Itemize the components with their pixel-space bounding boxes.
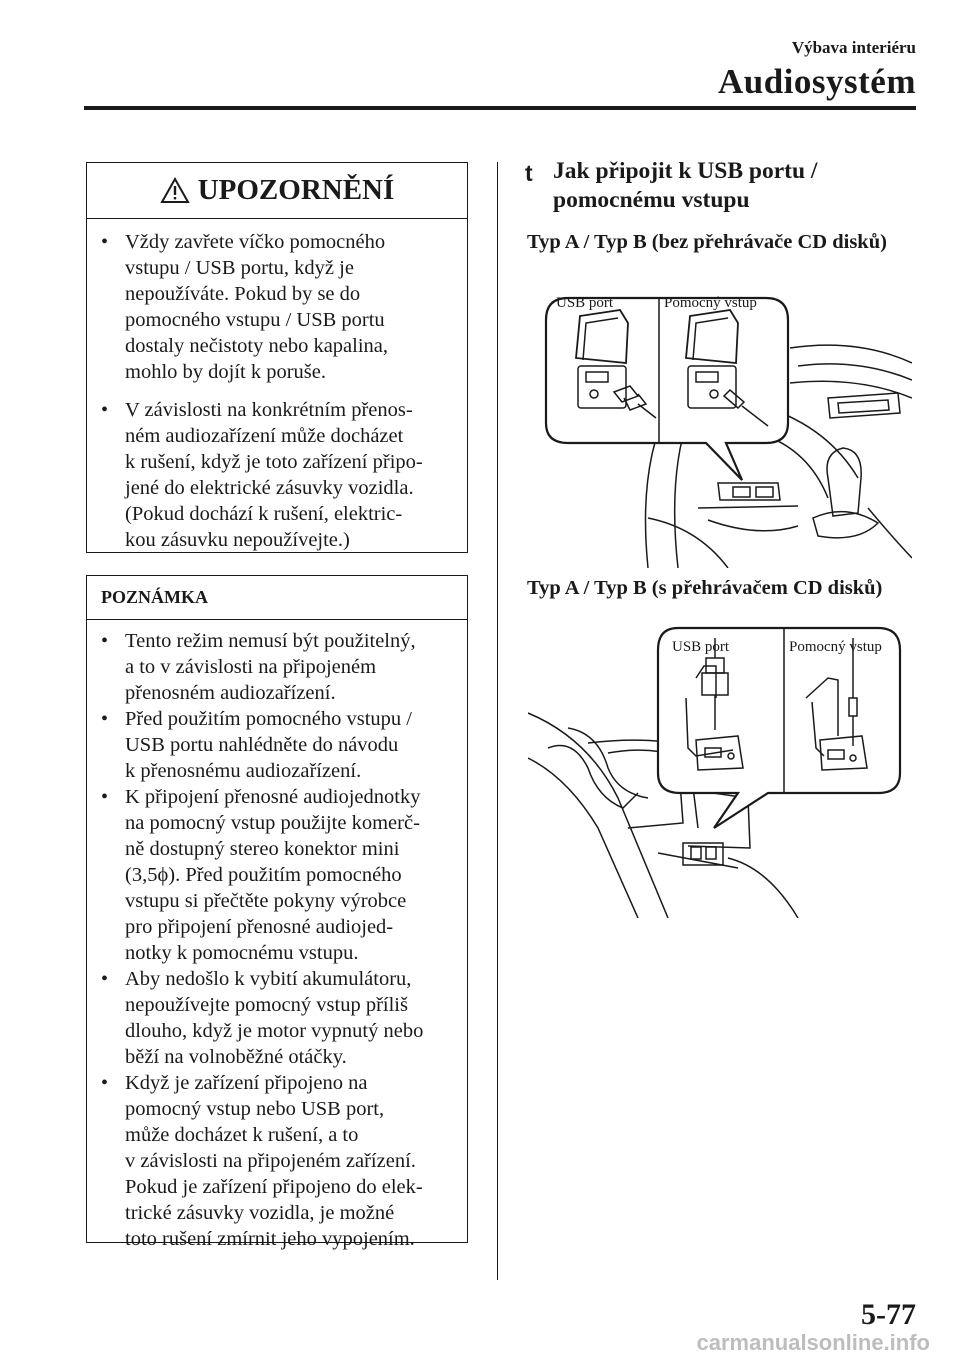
- bullet-icon: •: [101, 630, 109, 652]
- bullet-icon: •: [101, 708, 109, 730]
- note-item: • K připojení přenosné audiojednotky na pomocný vstup použijte komerč- ně dostupný stereo konektor mini (3,5ϕ). Před použitím pomocného vstupu si přečtěte pokyny výrobce pro připojení přenosné audiojed- notky k pomocnému vstupu.: [101, 786, 421, 964]
- aux-input-callout: Pomocný vstup: [789, 639, 882, 655]
- figure-2-label: Typ A / Typ B (s přehrávačem CD disků): [527, 577, 883, 599]
- bullet-icon: •: [101, 231, 109, 253]
- page-number: 5-77: [861, 1298, 916, 1331]
- note-title: POZNÁMKA: [101, 587, 208, 607]
- running-header-title: Audiosystém: [717, 62, 916, 101]
- note-item: • Tento režim nemusí být použitelný, a to v závislosti na připojeném přenosném audiozařízení.: [101, 630, 416, 704]
- note-list: [87, 620, 467, 1252]
- note-item: • Když je zařízení připojeno na pomocný vstup nebo USB port, může docházet k rušení, a to v závislosti na připojeném zařízení. Pokud je zařízení připojeno do elek- trické zásuvky vozidla, je možné toto rušení zmírnit jeho vypojením.: [101, 1072, 423, 1250]
- caution-item: • V závislosti na konkrétním přenos- ném audiozařízení může docházet k rušení, když je toto zařízení připo- jené do elektrické zásuvky vozidla. (Pokud dochází k rušení, elektric- kou zásuvku nepoužívejte.): [101, 399, 423, 551]
- caution-box: [86, 162, 468, 553]
- header-rule: [84, 106, 916, 110]
- running-header-section: Výbava interiéru: [791, 38, 916, 57]
- caution-list: [87, 219, 467, 553]
- note-item: • Před použitím pomocného vstupu / USB portu nahlédněte do návodu k přenosnému audiozařízení.: [101, 708, 412, 782]
- column-divider: [497, 162, 498, 1280]
- usb-port-callout: USB port: [556, 295, 614, 311]
- note-header: [87, 576, 467, 620]
- figure-2-illustration: [528, 618, 912, 918]
- bullet-icon: •: [101, 786, 109, 808]
- usb-port-callout: USB port: [672, 639, 730, 655]
- caution-title: UPOZORNĚNÍ: [197, 174, 395, 206]
- bullet-icon: •: [101, 399, 109, 421]
- figure-1-illustration: [528, 268, 912, 568]
- figure-1-label: Typ A / Typ B (bez přehrávače CD disků): [527, 231, 887, 253]
- bullet-icon: •: [101, 1072, 109, 1094]
- section-title: Jak připojit k USB portu / pomocnému vstupu: [553, 158, 818, 213]
- caution-item: • Vždy zavřete víčko pomocného vstupu / USB portu, když je nepoužíváte. Pokud by se do pomocného vstupu / USB portu dostaly nečistoty nebo kapalina, mohlo by dojít k poruše.: [101, 231, 389, 383]
- note-item: • Aby nedošlo k vybití akumulátoru, nepoužívejte pomocný vstup příliš dlouho, když je motor vypnutý nebo běží na volnoběžné otáčky.: [101, 968, 424, 1068]
- warning-triangle-icon: [160, 177, 190, 204]
- caution-header: [87, 163, 467, 219]
- watermark: carmanualsonline.info: [696, 1330, 930, 1355]
- section-marker-icon: t: [525, 160, 533, 186]
- note-box: [86, 575, 468, 1250]
- aux-input-callout: Pomocný vstup: [664, 295, 757, 311]
- bullet-icon: •: [101, 968, 109, 990]
